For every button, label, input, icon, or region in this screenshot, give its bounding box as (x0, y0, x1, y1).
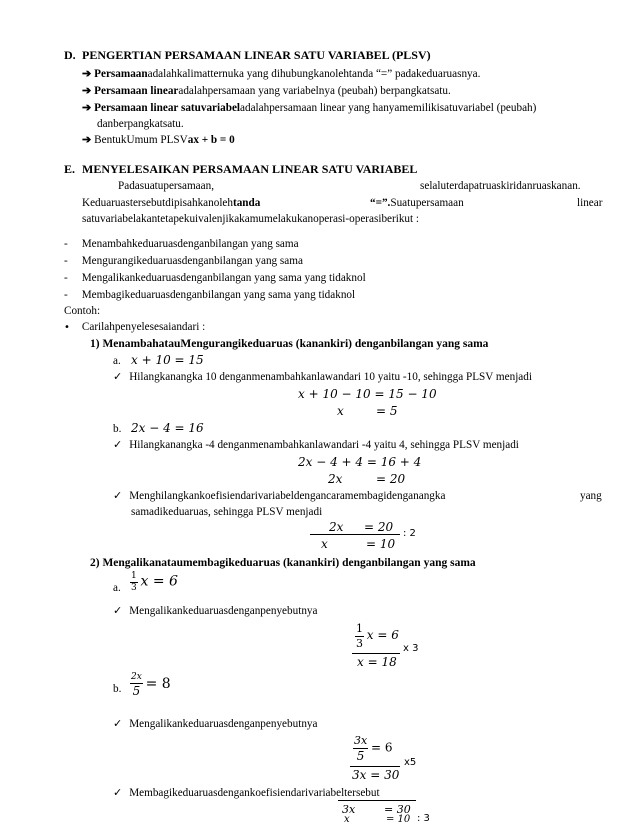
part1-title: 1) MenambahatauMengurangikeduaruas (kanankiri) denganbilangan yang sama (90, 338, 489, 350)
equation: 2x (329, 520, 344, 534)
fraction-line (352, 653, 400, 654)
equation: 2x (328, 472, 343, 486)
equation: = 10 (366, 537, 396, 551)
equation: 2x − 4 = 16 (131, 421, 204, 435)
general-form: ➔ BentukUmum PLSVax + b = 0 (82, 134, 235, 146)
equation: 3x (342, 803, 356, 816)
fraction-line (350, 766, 400, 767)
definition-item: ➔ Persamaan linear satuvariabeladalahpersamaan linear yang hanyamemilikisatuvariabel (peubah) (82, 102, 537, 114)
section-d-label: D. (64, 48, 76, 62)
equation: $\frac{2x}{5}$ = 8 (131, 672, 171, 699)
paragraph: selaluterdapatruaskiridanruaskanan. (420, 180, 581, 192)
multiply-note: x 3 (403, 643, 419, 654)
arrow-icon: ➔ (82, 68, 92, 80)
divide-note: : 2 (403, 528, 416, 539)
arrow-icon: ➔ (82, 134, 92, 146)
paragraph: Keduaruastersebutdipisahkanolehtanda (82, 197, 261, 209)
section-e-title: MENYELESAIKAN PERSAMAAN LINEAR SATU VARIABEL (82, 162, 418, 176)
check-icon: ✓ (113, 604, 123, 617)
paragraph: satuvariabelakantetapekuivalenjikakamumelakukanoperasi-operasiberikut : (82, 213, 420, 225)
example-label: b. (113, 423, 122, 435)
bullet-icon: • (64, 322, 70, 333)
equation: = 30 (384, 803, 411, 816)
arrow-icon: ➔ (82, 85, 92, 97)
equation: 3x = 30 (352, 768, 400, 782)
check-step: ✓ Hilangkanangka -4 denganmenambahkanlawandari -4 yaitu 4, sehingga PLSV menjadi (113, 438, 519, 451)
contoh-label: Contoh: (64, 305, 101, 317)
divide-note: : 3 (417, 813, 430, 824)
example-label: a. (113, 582, 121, 594)
fraction-line (338, 800, 416, 801)
part2-title: 2) Mengalikanataumembagikeduaruas (kanankiri) denganbilangan yang sama (90, 557, 476, 569)
dash-item: - Mengurangikeduaruasdenganbilangan yang sama (64, 255, 303, 267)
equation: = 5 (376, 404, 398, 418)
definition-item-cont: danberpangkatsatu. (97, 118, 184, 130)
equation: x (337, 404, 344, 418)
check-step: ✓ Membagikeduaruasdengankoefisiendarivariabeltersebut (113, 786, 380, 799)
check-icon: ✓ (113, 489, 123, 502)
section-e-label: E. (64, 162, 76, 176)
equation: x = 18 (357, 655, 397, 669)
check-step: ✓ Mengalikankeduaruasdenganpenyebutnya (113, 717, 318, 730)
dash-item: - Membagikeduaruasdenganbilangan yang sama yang tidaknol (64, 289, 356, 301)
definition-item: ➔ Persamaan linearadalahpersamaan yang variabelnya (peubah) berpangkatsatu. (82, 85, 451, 97)
definition-item: ➔ Persamaanadalahkalimatternuka yang dihubungkanolehtanda “=” padakeduaruasnya. (82, 68, 481, 80)
check-icon: ✓ (113, 786, 123, 799)
check-step-right: yang (580, 490, 602, 502)
equation: = 20 (364, 520, 394, 534)
equation: $\frac{1}{3}$ x = 6 (356, 622, 399, 650)
check-step: ✓ Mengalikankeduaruasdenganpenyebutnya (113, 604, 318, 617)
dash-item: - Mengalikankeduaruasdenganbilangan yang sama yang tidaknol (64, 272, 366, 284)
arrow-icon: ➔ (82, 102, 92, 114)
paragraph: linear (577, 197, 603, 209)
paragraph: “=”.Suatupersamaan (370, 197, 464, 209)
equation: x + 10 − 10 = 15 − 10 (298, 387, 437, 401)
check-step: ✓ Hilangkanangka 10 denganmenambahkanlawandari 10 yaitu -10, sehingga PLSV menjadi (113, 370, 532, 383)
equation: = 20 (376, 472, 406, 486)
section-d-title: PENGERTIAN PERSAMAAN LINEAR SATU VARIABEL (PLSV) (82, 48, 431, 62)
check-icon: ✓ (113, 370, 123, 383)
equation: x (344, 814, 350, 825)
check-icon: ✓ (113, 717, 123, 730)
equation: $\frac{3x}{5}$ = 6 (354, 734, 393, 763)
bullet-item: • Carilahpenyelesesaiandari : (64, 321, 206, 333)
check-step: ✓ Menghilangkankoefisiendarivariabeldengancaramembagidenganangka (113, 489, 446, 502)
example-label: a. (113, 355, 121, 367)
multiply-note: x5 (404, 757, 417, 768)
dash-item: - Menambahkeduaruasdenganbilangan yang sama (64, 238, 299, 250)
paragraph: Padasuatupersamaan, (118, 180, 214, 192)
equation: $\frac{1}{3}$ x = 6 (131, 571, 178, 594)
equation: = 10 (386, 814, 411, 825)
example-label: b. (113, 683, 122, 695)
equation: x (321, 537, 328, 551)
check-step-cont: samadikeduaruas, sehingga PLSV menjadi (131, 506, 323, 518)
equation: 2x − 4 + 4 = 16 + 4 (298, 455, 422, 469)
equation: x + 10 = 15 (131, 353, 204, 367)
check-icon: ✓ (113, 438, 123, 451)
